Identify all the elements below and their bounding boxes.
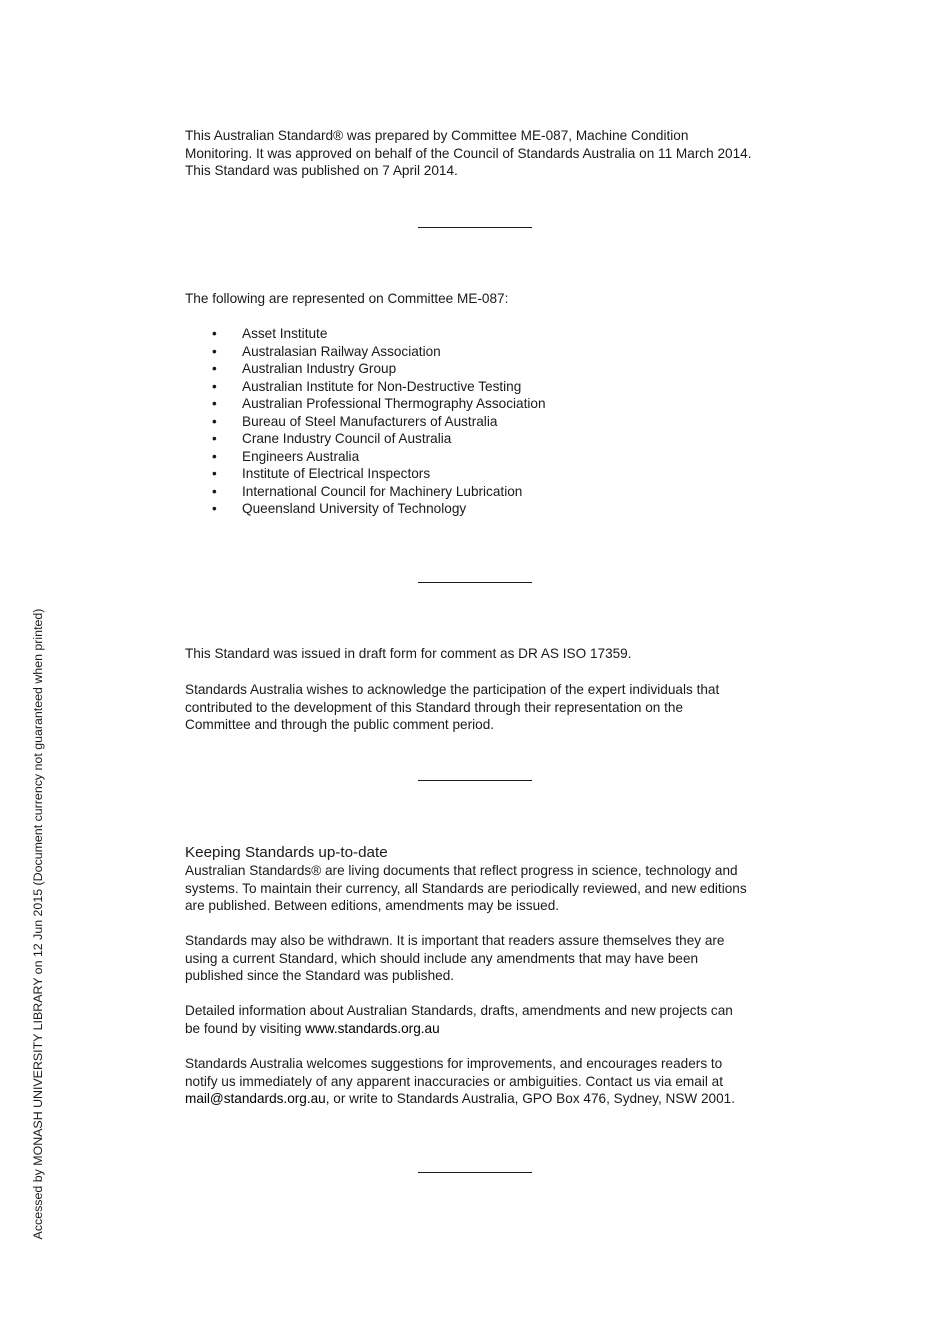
paragraph-line: Standards Australia welcomes suggestions for improvements, and encourages readers to: [185, 1056, 723, 1071]
email-link[interactable]: mail@standards.org.au: [185, 1091, 326, 1107]
bullet-icon: •: [212, 413, 217, 429]
committee-member-list: [185, 325, 546, 518]
list-item: [185, 343, 546, 361]
paragraph-line: Australian Standards® are living documents that reflect progress in science, technology and: [185, 863, 738, 878]
bullet-icon: •: [212, 483, 217, 499]
list-item: [185, 378, 546, 396]
list-item-label: Bureau of Steel Manufacturers of Australia: [242, 413, 498, 429]
bullet-icon: •: [212, 361, 217, 376]
paragraph-line: be found by visiting: [185, 1020, 306, 1036]
committee-intro: The following are represented on Committee ME-087:: [185, 291, 509, 306]
paragraph-line: , or write to Standards Australia, GPO Box 476, Sydney, NSW 2001.: [325, 1091, 736, 1107]
list-item: [185, 465, 546, 483]
section-divider-1: [418, 227, 532, 228]
paragraph-line: systems. To maintain their currency, all Standards are periodically reviewed, and new editions: [185, 880, 747, 896]
list-item-label: Crane Industry Council of Australia: [242, 431, 452, 446]
acknowledgement-line-1: Standards Australia wishes to acknowledge the participation of the expert individuals that: [185, 682, 720, 697]
website-link[interactable]: www.standards.org.au: [305, 1020, 440, 1036]
section-heading: Keeping Standards up-to-date: [185, 844, 388, 861]
preparation-paragraph: [185, 127, 785, 180]
list-item-label: Institute of Electrical Inspectors: [242, 466, 431, 481]
section-divider-3: [418, 780, 532, 781]
suggestions-paragraph: [185, 1055, 785, 1108]
list-item: [185, 448, 546, 466]
preparation-line-2: Monitoring. It was approved on behalf of the Council of Standards Australia on 11 March 2014.: [185, 145, 752, 161]
bullet-icon: •: [212, 448, 217, 464]
bullet-icon: •: [212, 343, 217, 359]
list-item: [185, 500, 546, 518]
information-paragraph: [185, 1002, 785, 1037]
living-documents-paragraph: [185, 862, 785, 915]
list-item-label: Queensland University of Technology: [242, 501, 467, 516]
list-item-label: Australian Industry Group: [242, 361, 397, 376]
preparation-line-3: This Standard was published on 7 April 2014.: [185, 163, 458, 179]
bullet-icon: •: [212, 396, 217, 411]
list-item-label: Engineers Australia: [242, 448, 360, 464]
list-item: [185, 325, 546, 343]
acknowledgement-line-2: contributed to the development of this Standard through their representation on the: [185, 699, 684, 715]
preparation-line-1: This Australian Standard® was prepared by Committee ME-087, Machine Condition: [185, 128, 689, 143]
paragraph-line: using a current Standard, which should include any amendments that may have been: [185, 950, 699, 966]
list-item: [185, 483, 546, 501]
bullet-icon: •: [212, 431, 217, 446]
section-divider-4: [418, 1172, 532, 1173]
paragraph-line: Standards may also be withdrawn. It is important that readers assure themselves they are: [185, 933, 725, 948]
draft-statement: This Standard was issued in draft form for comment as DR AS ISO 17359.: [185, 646, 632, 661]
withdrawn-paragraph: [185, 932, 785, 985]
paragraph-line: Detailed information about Australian Standards, drafts, amendments and new projects can: [185, 1003, 733, 1018]
bullet-icon: •: [212, 501, 217, 516]
paragraph-line: published since the Standard was published.: [185, 968, 455, 984]
bullet-icon: •: [212, 378, 217, 394]
list-item: [185, 430, 546, 448]
list-item: [185, 395, 546, 413]
list-item: [185, 360, 546, 378]
acknowledgement-line-3: Committee and through the public comment period.: [185, 717, 495, 733]
list-item-label: International Council for Machinery Lubrication: [242, 483, 523, 499]
access-watermark: Accessed by MONASH UNIVERSITY LIBRARY on 12 Jun 2015 (Document currency not guaranteed when printed): [31, 608, 45, 1240]
acknowledgement-paragraph: [185, 681, 785, 734]
bullet-icon: •: [212, 326, 217, 341]
list-item-label: Asset Institute: [242, 326, 328, 341]
section-divider-2: [418, 582, 532, 583]
list-item-label: Australasian Railway Association: [242, 343, 441, 359]
paragraph-line: notify us immediately of any apparent inaccuracies or ambiguities. Contact us via email at: [185, 1073, 723, 1089]
paragraph-line: are published. Between editions, amendments may be issued.: [185, 898, 560, 914]
bullet-icon: •: [212, 466, 217, 481]
list-item-label: Australian Institute for Non-Destructive Testing: [242, 378, 522, 394]
list-item: [185, 413, 546, 431]
list-item-label: Australian Professional Thermography Association: [242, 396, 546, 411]
